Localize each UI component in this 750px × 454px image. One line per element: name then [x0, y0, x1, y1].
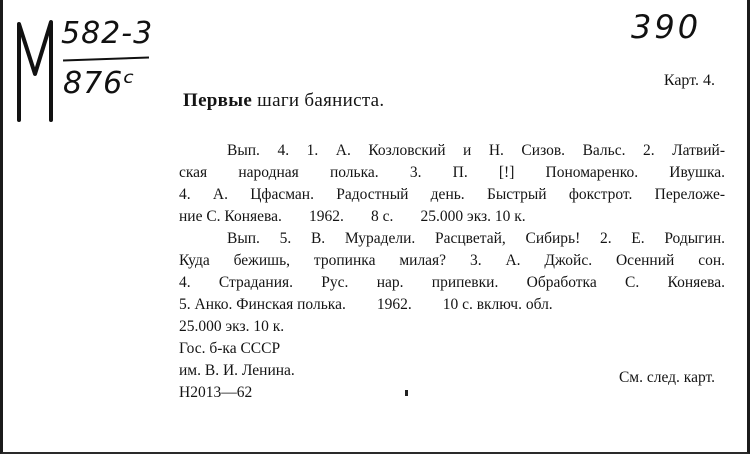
shelf-mark-divider [63, 56, 149, 61]
handwritten-m-mark [13, 16, 57, 126]
body-line: 25.000 экз. 10 к. [179, 318, 285, 335]
book-title [183, 90, 384, 112]
library-stamp-line: Гос. б-ка СССР [179, 340, 281, 357]
ink-speck [405, 390, 408, 396]
body-line: 5. Анко. Финская полька. 1962. 10 с. включ. обл. [179, 296, 553, 313]
description-body [179, 140, 725, 404]
body-line: Куда бежишь, тропинка милая? 3. А. Джойс. Осенний сон. [179, 252, 725, 269]
title-first-word: Первые [183, 90, 253, 111]
body-line: 4. А. Цфасман. Радостный день. Быстрый фокстрот. Переложе- [179, 186, 725, 203]
order-number: Н2013—62 [179, 384, 253, 401]
shelf-mark-bottom: 876ᶜ [63, 66, 136, 101]
see-next-card: См. след. карт. [618, 369, 715, 386]
library-stamp-line: им. В. И. Ленина. [179, 362, 295, 379]
body-line: 4. Страдания. Рус. нар. припевки. Обработка С. Коняева. [179, 274, 725, 291]
body-line: ние С. Коняева. 1962. 8 с. 25.000 экз. 10 к. [179, 208, 526, 225]
card-number: Карт. 4. [663, 72, 715, 89]
body-line: ская народная полька. 3. П. [!] Пономаренко. Ивушка. [179, 164, 725, 181]
shelf-mark-top: 582-3 [61, 16, 154, 51]
body-line: Вып. 5. В. Мурадели. Расцветай, Сибирь! 2. Е. Родыгин. [227, 230, 725, 247]
title-rest: шаги баяниста. [252, 90, 385, 111]
body-line: Вып. 4. 1. А. Козловский и Н. Сизов. Вальс. 2. Латвий- [227, 142, 725, 159]
inventory-number: 390 [631, 8, 702, 46]
